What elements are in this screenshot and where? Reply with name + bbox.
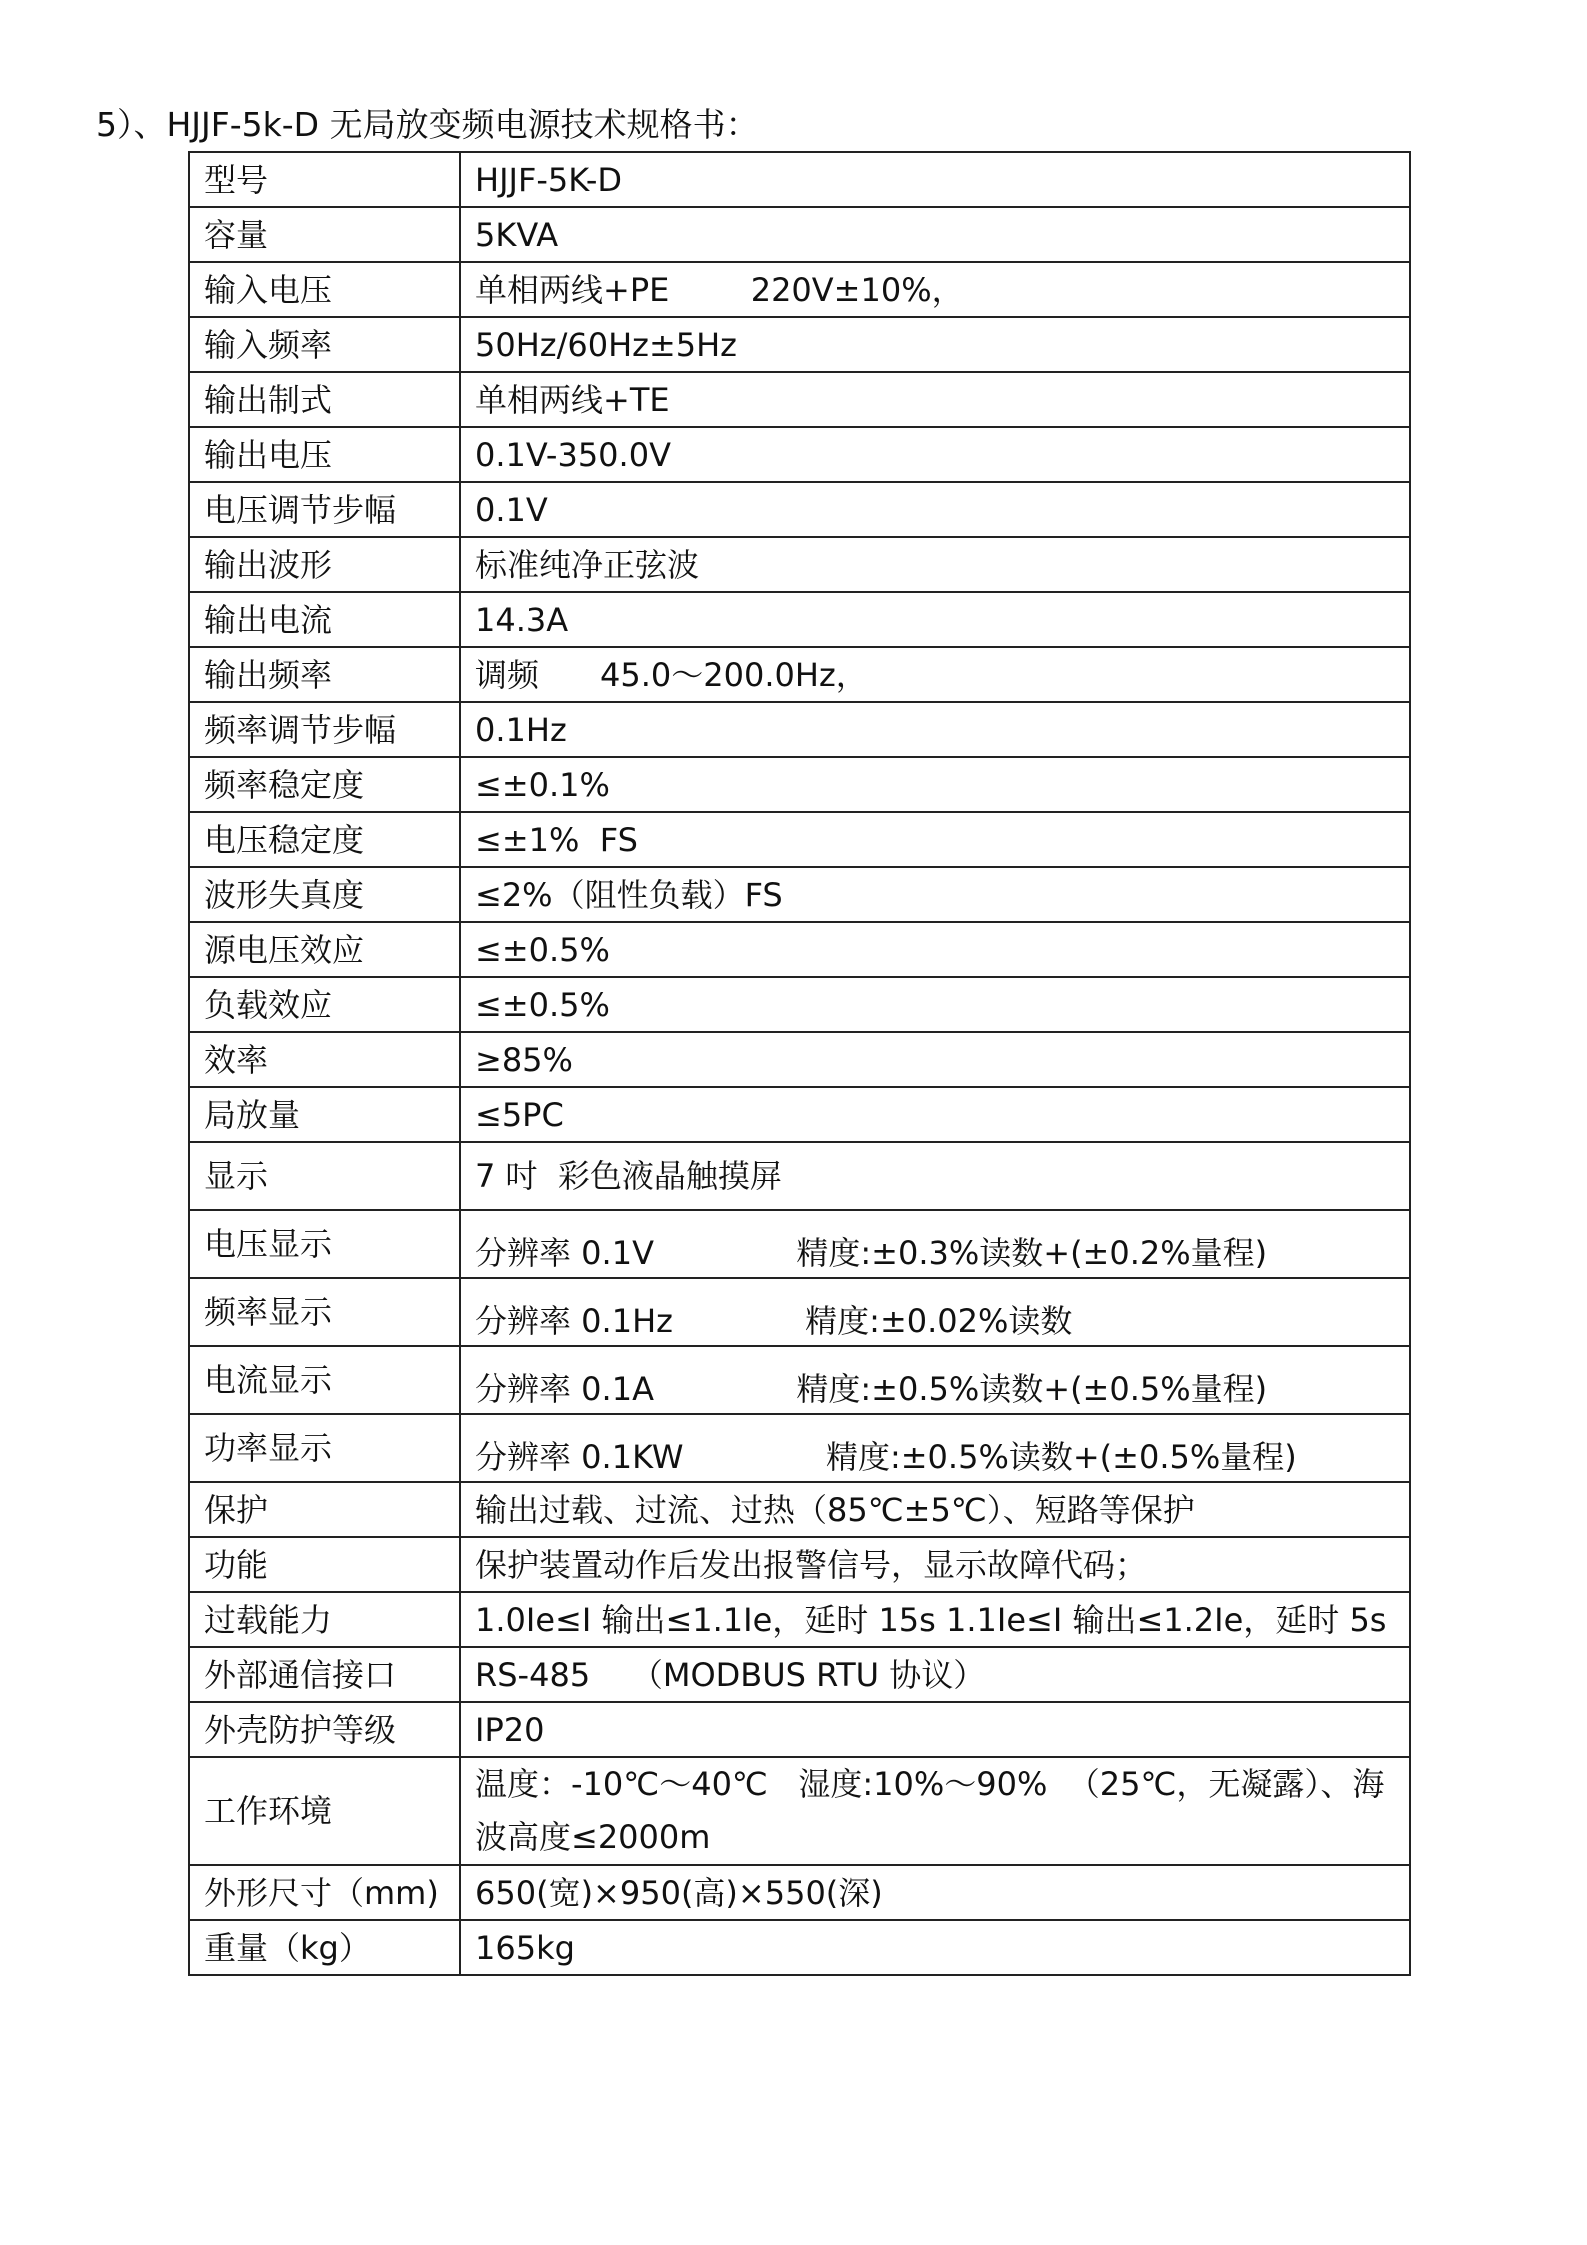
row-label: 外壳防护等级 [189, 1702, 460, 1757]
row-label: 电压调节步幅 [189, 482, 460, 537]
table-row [189, 1482, 1410, 1537]
row-label: 电流显示 [189, 1346, 460, 1414]
table-row [189, 647, 1410, 702]
table-row [189, 1537, 1410, 1592]
row-value: 标准纯净正弦波 [460, 537, 1410, 592]
table-row [189, 152, 1410, 207]
row-label: 输入频率 [189, 317, 460, 372]
row-value: ≤5PC [460, 1087, 1410, 1142]
row-label: 输出电流 [189, 592, 460, 647]
table-row [189, 1032, 1410, 1087]
row-value: 7 吋 彩色液晶触摸屏 [460, 1142, 1410, 1210]
row-label: 显示 [189, 1142, 460, 1210]
row-label: 源电压效应 [189, 922, 460, 977]
table-row [189, 207, 1410, 262]
table-row [189, 1087, 1410, 1142]
row-value: ≤2%（阻性负载）FS [460, 867, 1410, 922]
table-row [189, 1592, 1410, 1647]
table-row [189, 757, 1410, 812]
row-value: 650(宽)×950(高)×550(深) [460, 1865, 1410, 1920]
table-row [189, 1278, 1410, 1346]
table-row [189, 702, 1410, 757]
row-label: 效率 [189, 1032, 460, 1087]
row-label: 容量 [189, 207, 460, 262]
row-label: 输出电压 [189, 427, 460, 482]
row-label: 输出波形 [189, 537, 460, 592]
row-label: 频率调节步幅 [189, 702, 460, 757]
row-value: 分辨率 0.1KW 精度:±0.5%读数+(±0.5%量程) [460, 1414, 1410, 1482]
row-value: ≤±0.5% [460, 977, 1410, 1032]
table-row [189, 812, 1410, 867]
row-label: 功率显示 [189, 1414, 460, 1482]
row-label: 电压显示 [189, 1210, 460, 1278]
row-value: 50Hz/60Hz±5Hz [460, 317, 1410, 372]
row-value: IP20 [460, 1702, 1410, 1757]
row-value: 调频 45.0～200.0Hz， [460, 647, 1410, 702]
table-row [189, 1142, 1410, 1210]
row-label: 功能 [189, 1537, 460, 1592]
row-value: 分辨率 0.1Hz 精度:±0.02%读数 [460, 1278, 1410, 1346]
row-value: 0.1Hz [460, 702, 1410, 757]
row-value: 单相两线+PE 220V±10%， [460, 262, 1410, 317]
row-value: 14.3A [460, 592, 1410, 647]
row-value: ≤±1% FS [460, 812, 1410, 867]
row-value: 输出过载、过流、过热（85℃±5℃）、短路等保护 [460, 1482, 1410, 1537]
row-value: 0.1V [460, 482, 1410, 537]
table-row [189, 372, 1410, 427]
row-label: 输出频率 [189, 647, 460, 702]
row-label: 重量（kg） [189, 1920, 460, 1975]
row-value: 0.1V-350.0V [460, 427, 1410, 482]
row-value: ≤±0.5% [460, 922, 1410, 977]
row-label: 外部通信接口 [189, 1647, 460, 1702]
row-label: 输入电压 [189, 262, 460, 317]
row-label: 频率稳定度 [189, 757, 460, 812]
row-value: RS-485 （MODBUS RTU 协议） [460, 1647, 1410, 1702]
spec-table [188, 151, 1411, 1976]
row-label: 波形失真度 [189, 867, 460, 922]
row-value: HJJF-5K-D [460, 152, 1410, 207]
table-row [189, 262, 1410, 317]
row-value: 165kg [460, 1920, 1410, 1975]
row-label: 局放量 [189, 1087, 460, 1142]
table-row [189, 1210, 1410, 1278]
table-row [189, 867, 1410, 922]
row-value: 5KVA [460, 207, 1410, 262]
section-heading: 5）、HJJF-5k-D 无局放变频电源技术规格书： [96, 105, 759, 144]
row-value: ≤±0.1% [460, 757, 1410, 812]
table-row [189, 1346, 1410, 1414]
row-label: 外形尺寸（mm) [189, 1865, 460, 1920]
row-label: 工作环境 [189, 1757, 460, 1865]
table-row [189, 1757, 1410, 1865]
table-row [189, 922, 1410, 977]
row-value: ≥85% [460, 1032, 1410, 1087]
row-label: 电压稳定度 [189, 812, 460, 867]
row-label: 型号 [189, 152, 460, 207]
table-row [189, 977, 1410, 1032]
row-value: 保护装置动作后发出报警信号，显示故障代码； [460, 1537, 1410, 1592]
table-row [189, 1865, 1410, 1920]
table-row [189, 482, 1410, 537]
row-value: 1.0Ie≤I 输出≤1.1Ie，延时 15s 1.1Ie≤I 输出≤1.2Ie，延时 5s [460, 1592, 1410, 1647]
row-label: 负载效应 [189, 977, 460, 1032]
table-row [189, 1647, 1410, 1702]
table-row [189, 537, 1410, 592]
table-row [189, 1920, 1410, 1975]
row-label: 输出制式 [189, 372, 460, 427]
table-row [189, 427, 1410, 482]
row-label: 过载能力 [189, 1592, 460, 1647]
table-row [189, 592, 1410, 647]
table-row [189, 317, 1410, 372]
row-label: 保护 [189, 1482, 460, 1537]
table-row [189, 1414, 1410, 1482]
table-row [189, 1702, 1410, 1757]
row-value: 单相两线+TE [460, 372, 1410, 427]
row-label: 频率显示 [189, 1278, 460, 1346]
row-value: 分辨率 0.1V 精度:±0.3%读数+(±0.2%量程) [460, 1210, 1410, 1278]
row-value: 分辨率 0.1A 精度:±0.5%读数+(±0.5%量程) [460, 1346, 1410, 1414]
row-value: 温度：-10℃～40℃ 湿度:10%～90% （25℃，无凝露）、海波高度≤2000m [460, 1757, 1410, 1865]
